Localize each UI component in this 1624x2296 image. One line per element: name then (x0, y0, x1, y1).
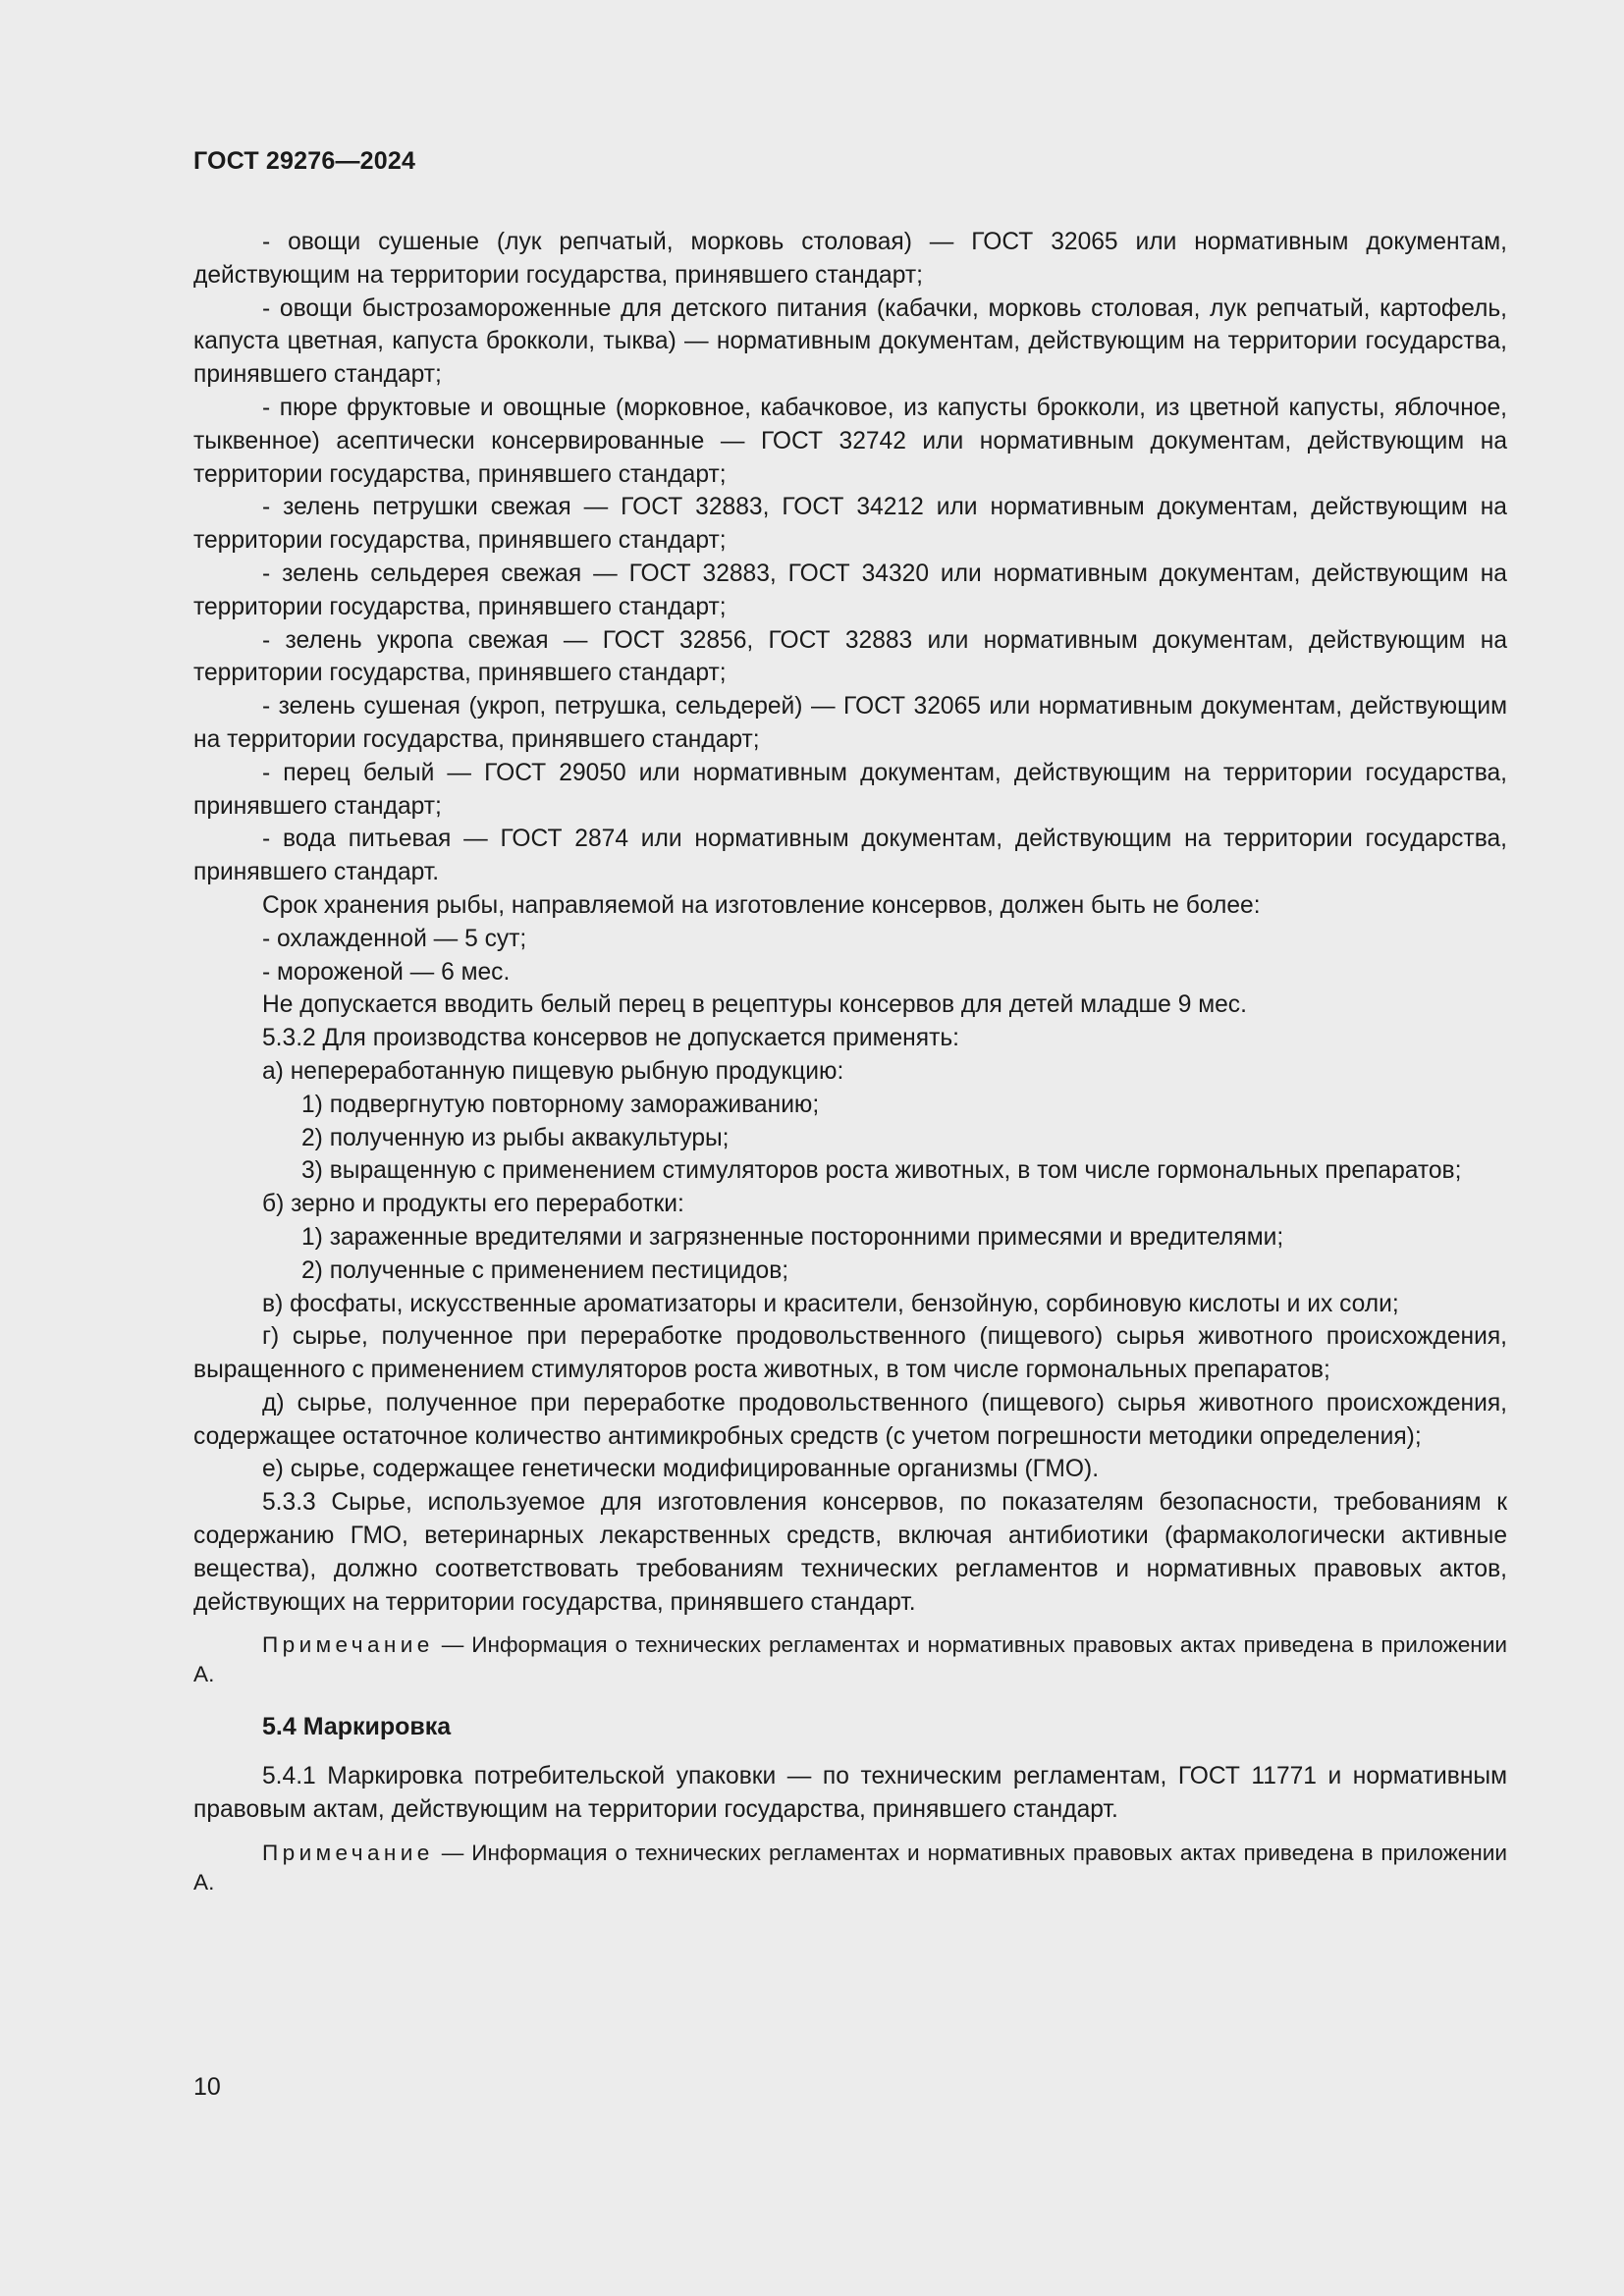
list-item: - перец белый — ГОСТ 29050 или нормативным документам, действующим на территории государства, принявшего стандарт; (193, 759, 1507, 820)
note-lead: Примечание (262, 1840, 434, 1865)
list-item: г) сырье, полученное при переработке продовольственного (пищевого) сырья животного происхождения, выращенного с применением стимуляторов роста животных, в том числе гормональных препаратов; (193, 1323, 1507, 1384)
list-item: б) зерно и продукты его переработки: (262, 1191, 684, 1218)
document-header: ГОСТ 29276—2024 (193, 147, 416, 175)
sub-list-item: 1) зараженные вредителями и загрязненные посторонними примесями и вредителями; (301, 1223, 1284, 1251)
list-item: - охлажденной — 5 сут; (262, 925, 527, 952)
sub-list-item: 2) полученную из рыбы аквакультуры; (301, 1124, 730, 1151)
sub-list-item: 1) подвергнутую повторному замораживанию; (301, 1091, 820, 1118)
list-item: д) сырье, полученное при переработке продовольственного (пищевого) сырья животного происхождения, содержащее остаточное количество антимикробных средств (с учетом погрешности методики определения); (193, 1389, 1507, 1450)
document-body (193, 226, 1507, 1897)
list-item: е) сырье, содержащее генетически модифицированные организмы (ГМО). (262, 1456, 1100, 1483)
note-lead: Примечание (262, 1632, 434, 1658)
list-item: - овощи сушеные (лук репчатый, морковь столовая) — ГОСТ 32065 или нормативным документам, действующим на территории государства, принявшего стандарт; (193, 229, 1507, 289)
sub-list-item: 3) выращенную с применением стимуляторов роста животных, в том числе гормональных препаратов; (301, 1157, 1462, 1185)
paragraph: Срок хранения рыбы, направляемой на изготовление консервов, должен быть не более: (262, 891, 1261, 919)
note (193, 1630, 1507, 1689)
list-item: - пюре фруктовые и овощные (морковное, кабачковое, из капусты брокколи, из цветной капусты, яблочное, тыквенное) асептически консервированные — ГОСТ 32742 или нормативным документам, действующим на территории государства, принявшего стандарт; (193, 394, 1507, 488)
note-text: — Информация о технических регламентах и нормативных правовых актах приведена в приложении А. (193, 1632, 1507, 1687)
list-item: - вода питьевая — ГОСТ 2874 или нормативным документам, действующим на территории государства, принявшего стандарт. (193, 826, 1507, 886)
list-item: в) фосфаты, искусственные ароматизаторы и красители, бензойную, сорбиновую кислоты и их соли; (262, 1290, 1399, 1317)
sub-list-item: 2) полученные с применением пестицидов; (301, 1256, 789, 1284)
clause-5-4-1: 5.4.1 Маркировка потребительской упаковки — по техническим регламентам, ГОСТ 11771 и нормативным правовым актам, действующим на территории государства, принявшего стандарт. (193, 1763, 1507, 1824)
list-item: - зелень сельдерея свежая — ГОСТ 32883, ГОСТ 34320 или нормативным документам, действующим на территории государства, принявшего стандарт; (193, 560, 1507, 620)
list-item: - зелень укропа свежая — ГОСТ 32856, ГОСТ 32883 или нормативным документам, действующим на территории государства, принявшего стандарт; (193, 626, 1507, 687)
paragraph: Не допускается вводить белый перец в рецептуры консервов для детей младше 9 мес. (262, 991, 1247, 1019)
page-number: 10 (193, 2073, 221, 2101)
list-item: а) непереработанную пищевую рыбную продукцию: (262, 1057, 844, 1085)
section-title: 5.4 Маркировка (262, 1713, 452, 1741)
note-text: — Информация о технических регламентах и нормативных правовых актах приведена в приложении А. (193, 1840, 1507, 1895)
list-item: - мороженой — 6 мес. (262, 958, 511, 986)
list-item: - овощи быстрозамороженные для детского питания (кабачки, морковь столовая, лук репчатый, картофель, капуста цветная, капуста брокколи, тыква) — нормативным документам, действующим на территории государства, принявшего стандарт; (193, 294, 1507, 389)
list-item: - зелень петрушки свежая — ГОСТ 32883, ГОСТ 34212 или нормативным документам, действующим на территории государства, принявшего стандарт; (193, 494, 1507, 555)
list-item: - зелень сушеная (укроп, петрушка, сельдерей) — ГОСТ 32065 или нормативным документам, действующим на территории государства, принявшего стандарт; (193, 693, 1507, 753)
clause-5-3-2: 5.3.2 Для производства консервов не допускается применять: (262, 1025, 959, 1052)
clause-5-3-3: 5.3.3 Сырье, используемое для изготовления консервов, по показателям безопасности, требованиям к содержанию ГМО, ветеринарных лекарственных средств, включая антибиотики (фармакологически активные вещества), должно соответствовать требованиям технических регламентов и нормативных правовых актов, действующих на территории государства, принявшего стандарт. (193, 1489, 1507, 1616)
note (193, 1839, 1507, 1897)
